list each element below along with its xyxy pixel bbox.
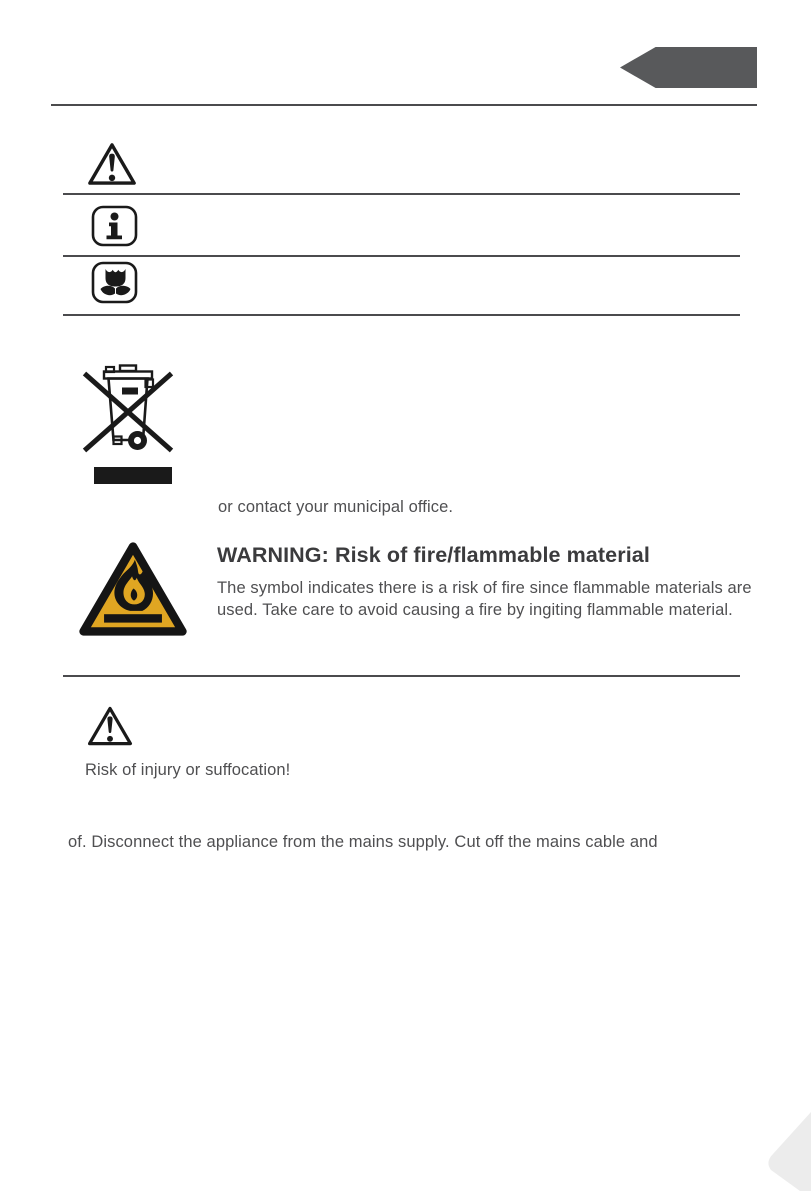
row-divider	[63, 193, 740, 195]
macro-flower-icon	[91, 261, 138, 304]
fire-warning-heading: WARNING: Risk of fire/flammable material	[217, 543, 650, 567]
disposal-instruction-text: of. Disconnect the appliance from the mains supply. Cut off the mains cable and	[68, 833, 658, 851]
section-divider	[63, 675, 740, 677]
corner-decoration	[751, 1111, 811, 1191]
row-divider	[63, 314, 740, 316]
weee-black-bar	[94, 467, 172, 484]
row-divider	[63, 255, 740, 257]
info-icon	[91, 205, 138, 247]
municipal-office-text: or contact your municipal office.	[218, 498, 454, 516]
fire-warning-body: The symbol indicates there is a risk of fire since flammable materials are used. Take care to avoid causing a fire by ingiting flammable material.	[217, 579, 752, 619]
header-rule	[51, 104, 757, 106]
warning-triangle-icon	[86, 139, 138, 189]
fire-warning-triangle-icon	[77, 539, 189, 639]
page-tab-banner	[620, 47, 757, 88]
injury-warning-text: Risk of injury or suffocation!	[85, 761, 291, 779]
caution-triangle-icon	[86, 701, 134, 751]
weee-crossed-bin-icon	[80, 363, 176, 489]
